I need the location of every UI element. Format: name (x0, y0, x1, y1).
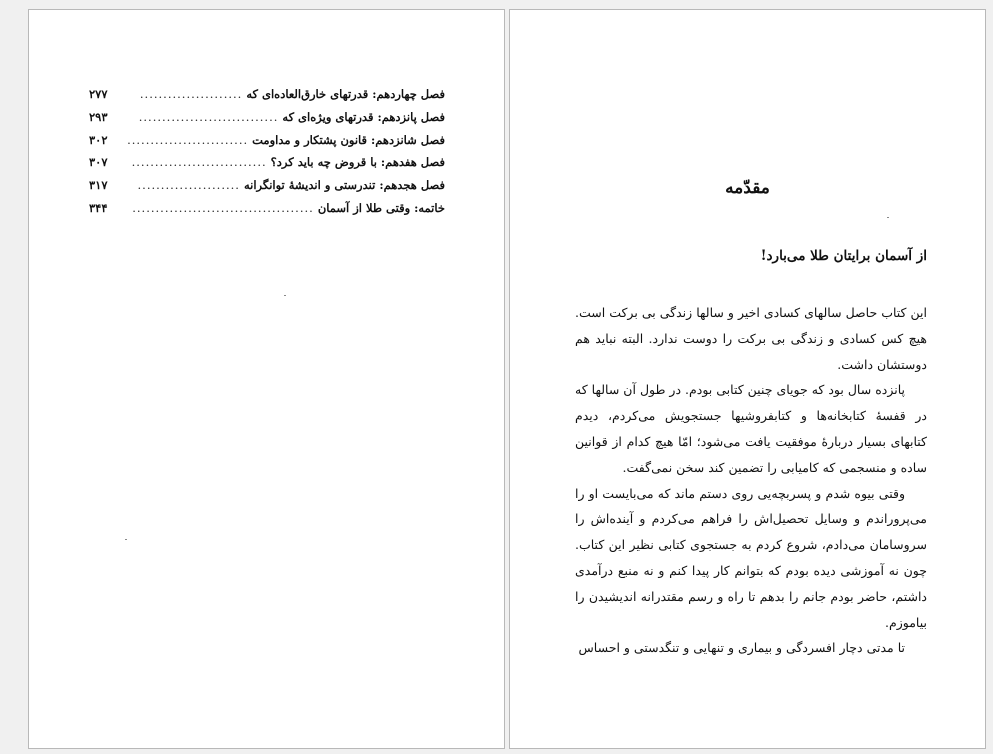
toc-page-number: ۲۹۳ (89, 109, 108, 124)
toc-dot-leader: .............................. (138, 109, 279, 124)
toc-dot-leader: .......................... (127, 132, 249, 147)
toc-dot-leader: ....................................... (132, 200, 314, 215)
right-page (509, 9, 986, 749)
toc-page-number: ۳۴۴ (89, 200, 108, 215)
section-heading: از آسمان برایتان طلا می‌بارد! (760, 248, 927, 264)
toc-entry-title: فصل هجدهم: تندرستی و اندیشهٔ توانگرانه (243, 178, 445, 193)
toc-entry (89, 87, 445, 110)
toc-entry (89, 155, 445, 178)
body-paragraph: این کتاب حاصل سالهای کسادی اخیر و سالها زندگی بی برکت است. هیچ کس کسادی و زندگی بی برکت را دوست ندارد. البته نباید هم دوستشان داشت. (575, 305, 927, 372)
toc-page-number: ۳۰۷ (89, 155, 108, 170)
left-page (28, 9, 505, 749)
toc-entry-title: فصل چهاردهم: قدرتهای خارق‌العاده‌ای که (246, 87, 445, 101)
toc-entry (89, 110, 445, 133)
toc-entry-title: فصل شانزدهم: قانون پشتکار و مداومت (252, 132, 445, 147)
toc-entry (89, 178, 445, 201)
toc-entry-title: خاتمه: وقتی طلا از آسمان (317, 200, 445, 215)
scan-speck (125, 539, 127, 540)
toc-dot-leader: ...................... (137, 178, 240, 193)
toc-page-number: ۳۱۷ (89, 178, 108, 193)
toc-dot-leader: ...................... (139, 87, 243, 101)
scan-speck (887, 217, 889, 218)
toc-entry-title: فصل پانزدهم: قدرتهای ویژه‌ای که (282, 109, 445, 124)
toc-entry (89, 133, 445, 156)
toc-page-number: ۳۰۲ (89, 132, 108, 147)
scan-speck (284, 295, 286, 296)
toc-page-number: ۲۷۷ (89, 87, 108, 101)
body-text (575, 300, 927, 661)
toc-dot-leader: ............................. (131, 155, 267, 170)
toc-entry-title: فصل هفدهم: با قروض چه باید کرد؟ (270, 155, 445, 170)
table-of-contents (89, 87, 445, 224)
toc-entry (89, 201, 445, 224)
body-paragraph: تا مدتی دچار افسردگی و بیماری و تنهایی و تنگدستی و احساس (578, 640, 905, 656)
body-paragraph: وقتی بیوه شدم و پسربچه‌یی روی دستم ماند که می‌بایست او را می‌پروراندم و وسایل تحصیل‌اش را فراهم می‌کردم و آینده‌اش را سروسامان می‌دادم، شروع کردم به جستجوی کتابی نظیر این کتاب. چون نه آموزشی دیده بودم که بتوانم کار پیدا کنم و نه منبع درآمدی داشتم، حاضر بودم جانم را بدهم تا راه و رسم مقتدرانه اندیشیدن را بیاموزم. (575, 485, 927, 630)
chapter-title: مقدّمه (725, 178, 770, 198)
body-paragraph: پانزده سال بود که جویای چنین کتابی بودم. در طول آن سالها که در قفسهٔ کتابخانه‌ها و کتابفروشیها جستجویش می‌کردم، دیدم کتابهای بسیار دربارهٔ موفقیت یافت می‌شود؛ امّا هیچ کدام از قوانین ساده و منسجمی که کامیابی را تضمین کند سخن نمی‌گفت. (575, 382, 927, 475)
